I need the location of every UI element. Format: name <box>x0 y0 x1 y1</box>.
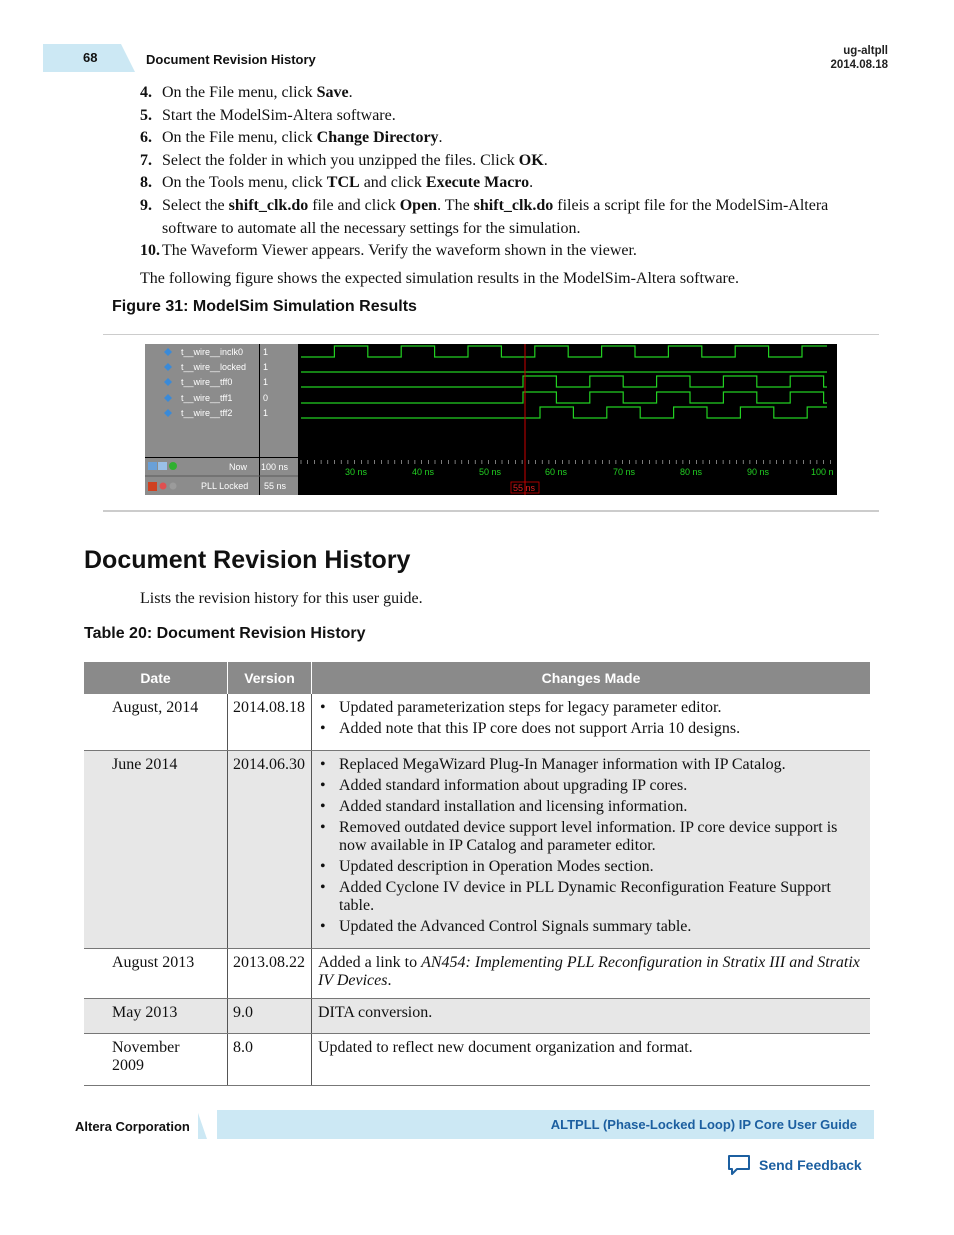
cell-version: 2014.08.18 <box>228 694 312 750</box>
lock-icon <box>148 482 157 491</box>
change-item: • Added standard information about upgrading IP cores. <box>318 777 864 795</box>
cell-changes <box>312 694 871 750</box>
signal-name: t__wire__tff0 <box>181 377 233 387</box>
change-item: • Updated description in Operation Modes section. <box>318 858 864 876</box>
step-text: Start the ModelSim-Altera software. <box>162 106 396 124</box>
step-number: 5. <box>140 106 152 124</box>
step-text: The Waveform Viewer appears. Verify the waveform shown in the viewer. <box>162 242 637 260</box>
footer-guide-title[interactable]: ALTPLL (Phase-Locked Loop) IP Core User Guide <box>550 1117 857 1132</box>
cell-version: 2014.06.30 <box>228 750 312 948</box>
waveform-svg <box>145 344 837 495</box>
modelsim-waveform-figure <box>145 344 837 495</box>
change-item: • Added note that this IP core does not support Arria 10 designs. <box>318 720 864 738</box>
signal-value: 1 <box>263 347 269 357</box>
send-feedback-link[interactable] <box>727 1154 862 1176</box>
step-number: 6. <box>140 129 152 147</box>
cell-version: 9.0 <box>228 998 312 1033</box>
cell-changes: Added a link to AN454: Implementing PLL Reconfiguration in Stratix III and Stratix IV Devices. <box>312 948 871 998</box>
remove-icon <box>170 483 177 490</box>
revision-history-table <box>84 662 870 1086</box>
step-text: Select the shift_clk.do file and click Open. The shift_clk.do fileis a script file for the ModelSim-Altera software to automate all the necessary settings for the simulation. <box>162 196 829 237</box>
cell-changes <box>312 750 871 948</box>
cell-date: November 2009 <box>84 1033 228 1085</box>
time-label: 100 n <box>811 467 834 477</box>
figure-top-rule <box>103 334 879 335</box>
time-label: 40 ns <box>412 467 435 477</box>
step-item <box>140 195 880 240</box>
table-row <box>84 750 870 948</box>
toolbar-icon <box>158 462 167 470</box>
table-row <box>84 694 870 750</box>
figure-caption: Figure 31: ModelSim Simulation Results <box>112 298 417 315</box>
header-doc-info <box>830 44 888 72</box>
cell-date: June 2014 <box>84 750 228 948</box>
cursor-value: 55 ns <box>264 481 287 491</box>
step-text: Select the folder in which you unzipped the files. Click OK. <box>162 151 548 169</box>
time-label: 50 ns <box>479 467 502 477</box>
signal-name: t__wire__inclk0 <box>181 347 244 357</box>
step-number: 4. <box>140 84 152 101</box>
time-label: 30 ns <box>345 467 368 477</box>
step-item <box>140 105 880 128</box>
table-row <box>84 1033 870 1085</box>
signal-name: t__wire__locked <box>181 362 247 372</box>
signal-value: 0 <box>263 393 269 403</box>
cell-changes: DITA conversion. <box>312 998 871 1033</box>
change-item: • Updated the Advanced Control Signals summary table. <box>318 918 864 936</box>
table-row <box>84 998 870 1033</box>
step-text: On the File menu, click Save. <box>162 84 353 101</box>
procedure-steps <box>140 82 880 263</box>
page-number-tab <box>43 44 133 72</box>
header-section-title: Document Revision History <box>146 52 316 67</box>
send-feedback-label: Send Feedback <box>759 1157 862 1173</box>
change-item: • Removed outdated device support level information. IP core device support is now available in IP Catalog and parameter editor. <box>318 819 864 855</box>
time-label: 90 ns <box>747 467 770 477</box>
header-date: 2014.08.18 <box>830 59 888 71</box>
change-item: • Added Cyclone IV device in PLL Dynamic Reconfiguration Feature Support table. <box>318 879 864 915</box>
signal-value: 1 <box>263 408 269 418</box>
header-date: Date <box>84 662 228 694</box>
page-number: 68 <box>83 50 98 65</box>
speech-bubble-icon <box>727 1154 751 1176</box>
footer-company: Altera Corporation <box>75 1119 190 1134</box>
signal-value: 1 <box>263 377 269 387</box>
header-doc-id: ug-altpll <box>843 45 888 57</box>
cursor-label: PLL Locked <box>201 481 249 491</box>
change-item: • Updated parameterization steps for legacy parameter editor. <box>318 699 864 717</box>
step-number: 9. <box>140 196 152 214</box>
step-item <box>140 150 880 173</box>
signal-name: t__wire__tff1 <box>181 393 233 403</box>
change-item: • Replaced MegaWizard Plug-In Manager information with IP Catalog. <box>318 756 864 774</box>
section-heading: Document Revision History <box>84 546 411 574</box>
header-changes: Changes Made <box>312 662 871 694</box>
cell-changes: Updated to reflect new document organization and format. <box>312 1033 871 1085</box>
cursor-marker-label: 55 ns <box>513 483 536 493</box>
step-number: 8. <box>140 174 152 192</box>
signal-value: 1 <box>263 362 269 372</box>
add-icon <box>169 462 177 470</box>
time-label: 80 ns <box>680 467 703 477</box>
time-label: 60 ns <box>545 467 568 477</box>
cell-date: August, 2014 <box>84 694 228 750</box>
signal-name: t__wire__tff2 <box>181 408 233 418</box>
step-text: On the Tools menu, click TCL and click Execute Macro. <box>162 174 534 192</box>
step-item <box>140 172 880 195</box>
step-item <box>140 240 880 263</box>
step-text: On the File menu, click Change Directory. <box>162 129 443 147</box>
intro-paragraph: The following figure shows the expected simulation results in the ModelSim-Altera software. <box>140 270 739 287</box>
cell-version: 2013.08.22 <box>228 948 312 998</box>
change-item: • Added standard installation and licensing information. <box>318 798 864 816</box>
cursor-icon <box>160 483 167 490</box>
cell-date: May 2013 <box>84 998 228 1033</box>
toolbar-icon <box>148 462 157 470</box>
figure-bottom-rule <box>103 510 879 512</box>
footer-bar-slant <box>197 1110 217 1139</box>
header-version: Version <box>228 662 312 694</box>
step-item <box>140 82 880 105</box>
cell-version: 8.0 <box>228 1033 312 1085</box>
table-caption: Table 20: Document Revision History <box>84 625 366 642</box>
document-link[interactable]: AN454: Implementing PLL Reconfiguration in Stratix III and Stratix IV Devices <box>318 953 860 989</box>
step-number: 7. <box>140 151 152 169</box>
cell-date: August 2013 <box>84 948 228 998</box>
step-item <box>140 127 880 150</box>
step-number: 10. <box>140 242 160 260</box>
table-row <box>84 948 870 998</box>
now-label: Now <box>229 462 248 472</box>
now-value: 100 ns <box>261 462 289 472</box>
time-label: 70 ns <box>613 467 636 477</box>
section-intro: Lists the revision history for this user guide. <box>140 590 423 607</box>
